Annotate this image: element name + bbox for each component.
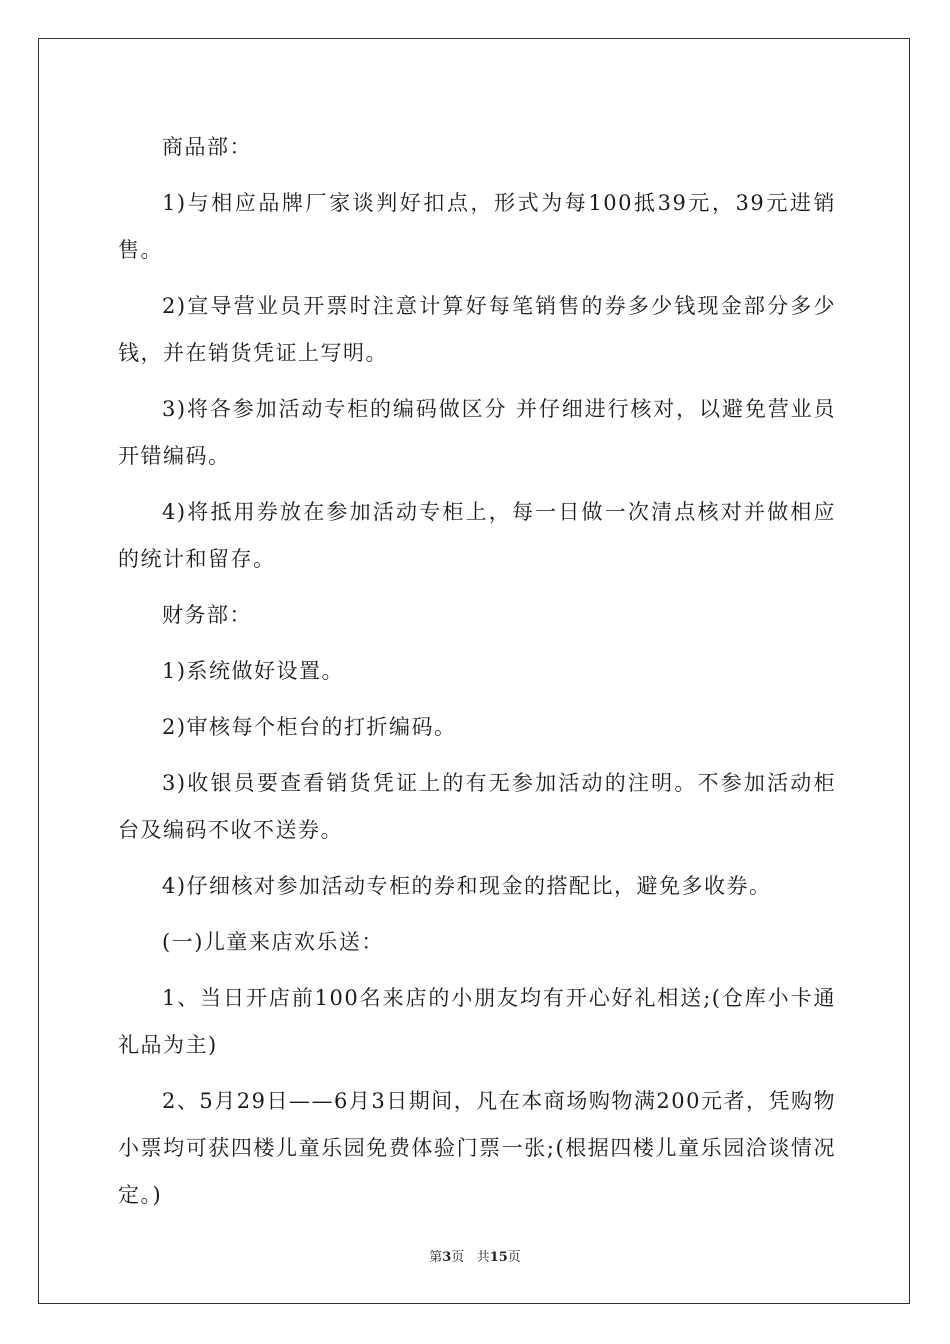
paragraph: 4)仔细核对参加活动专柜的券和现金的搭配比，避免多收券。 [162, 874, 772, 898]
paragraph: 4)将抵用券放在参加活动专柜上，每一日做一次清点核对并做相应的统计和留存。 [118, 500, 836, 571]
paragraph: 2、5月29日——6月3日期间，凡在本商场购物满200元者，凭购物小票均可获四楼儿童乐园免费体验门票一张;(根据四楼儿童乐园洽谈情况定。) [118, 1089, 836, 1207]
paragraph: 1、当日开店前100名来店的小朋友均有开心好礼相送;(仓库小卡通礼品为主) [118, 986, 836, 1057]
page-footer [0, 1246, 950, 1265]
paragraph: 2)宣导营业员开票时注意计算好每笔销售的券多少钱现金部分多少钱，并在销货凭证上写明。 [118, 294, 836, 365]
total-suffix: 页 [507, 1250, 521, 1265]
page-suffix: 页 [451, 1250, 465, 1265]
total-pages: 15 [489, 1250, 508, 1265]
page-prefix: 第 [429, 1250, 443, 1265]
total-prefix: 共 [476, 1250, 490, 1265]
paragraph: (一)儿童来店欢乐送： [162, 930, 384, 954]
paragraph: 财务部： [162, 603, 252, 627]
page-number: 3 [442, 1250, 452, 1265]
paragraph: 3)收银员要查看销货凭证上的有无参加活动的注明。不参加活动柜台及编码不收不送券。 [118, 771, 836, 842]
paragraph: 1)与相应品牌厂家谈判好扣点，形式为每100抵39元，39元进销售。 [118, 191, 836, 262]
paragraph: 2)审核每个柜台的打折编码。 [162, 715, 457, 739]
document-body [118, 124, 836, 1228]
paragraph: 3)将各参加活动专柜的编码做区分 并仔细进行核对，以避免营业员开错编码。 [118, 397, 836, 468]
paragraph: 1)系统做好设置。 [162, 659, 345, 683]
paragraph: 商品部： [162, 135, 252, 159]
